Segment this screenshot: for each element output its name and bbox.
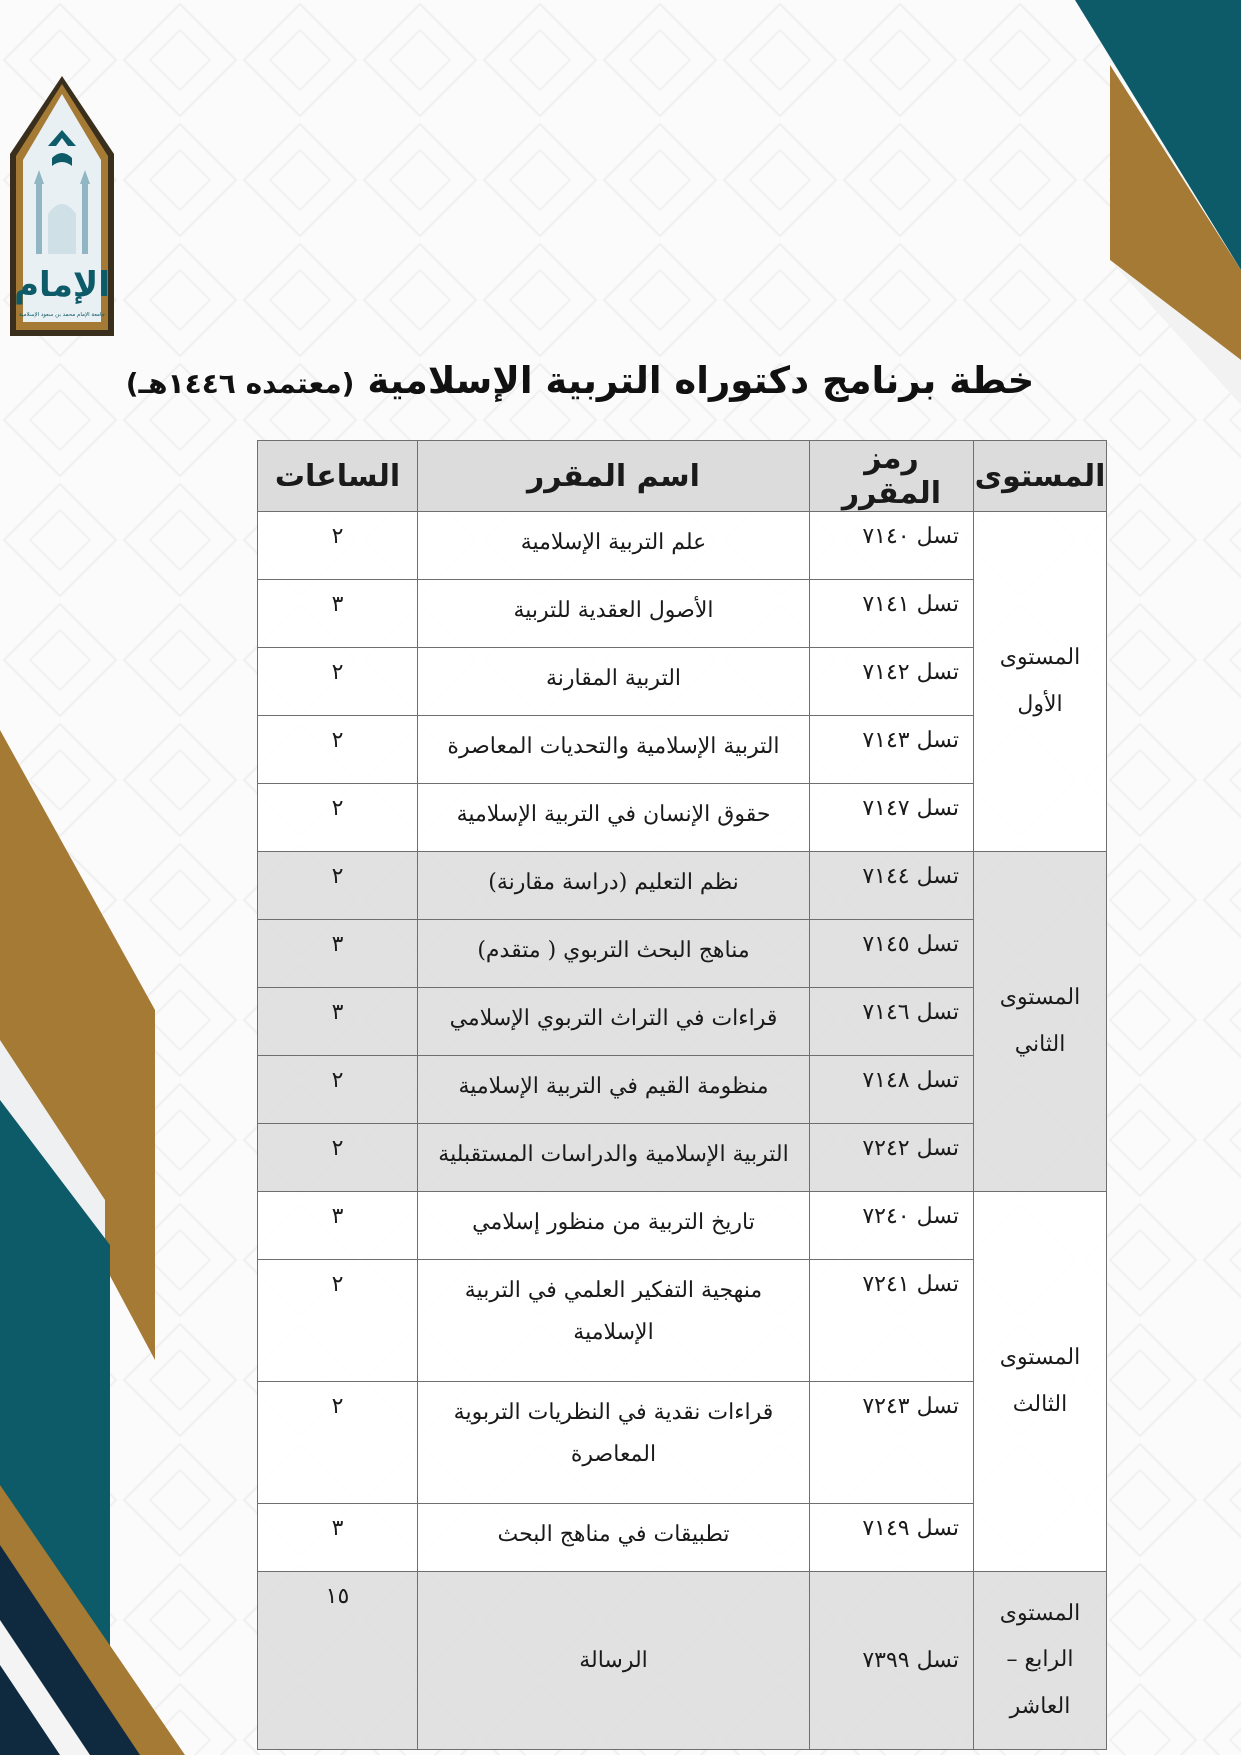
level-cell: المستوى الرابع – العاشر xyxy=(974,1572,1107,1750)
course-hours: ٣ xyxy=(258,1504,418,1572)
course-hours: ٢ xyxy=(258,1124,418,1192)
program-plan-table xyxy=(257,440,1107,1750)
course-hours: ٣ xyxy=(258,580,418,648)
course-name: تطبيقات في مناهج البحث xyxy=(418,1504,810,1572)
course-code: تسل ٧١٤٢ xyxy=(810,648,974,716)
course-name: تاريخ التربية من منظور إسلامي xyxy=(418,1192,810,1260)
course-name: التربية الإسلامية والدراسات المستقبلية xyxy=(418,1124,810,1192)
course-code: تسل ٧١٤٦ xyxy=(810,988,974,1056)
course-code: تسل ٧٢٤٣ xyxy=(810,1382,974,1504)
course-code: تسل ٧١٤٨ xyxy=(810,1056,974,1124)
table-row xyxy=(258,1572,1107,1750)
course-name: مناهج البحث التربوي ( متقدم) xyxy=(418,920,810,988)
course-hours: ٢ xyxy=(258,716,418,784)
header-name: اسم المقرر xyxy=(418,441,810,512)
course-code: تسل ٧٢٤٠ xyxy=(810,1192,974,1260)
course-code: تسل ٧١٤١ xyxy=(810,580,974,648)
course-hours: ٢ xyxy=(258,1056,418,1124)
course-code: تسل ٧١٤٧ xyxy=(810,784,974,852)
course-code: تسل ٧١٤٠ xyxy=(810,512,974,580)
level-cell: المستوى الثاني xyxy=(974,852,1107,1192)
course-hours: ٢ xyxy=(258,1260,418,1382)
course-hours: ٢ xyxy=(258,852,418,920)
header-hours: الساعات xyxy=(258,441,418,512)
course-hours: ٢ xyxy=(258,648,418,716)
course-hours: ٣ xyxy=(258,1192,418,1260)
course-name: علم التربية الإسلامية xyxy=(418,512,810,580)
course-name: منظومة القيم في التربية الإسلامية xyxy=(418,1056,810,1124)
page-title xyxy=(100,355,1060,410)
course-name: التربية المقارنة xyxy=(418,648,810,716)
course-code: تسل ٧١٤٥ xyxy=(810,920,974,988)
course-code: تسل ٧٣٩٩ xyxy=(810,1572,974,1750)
course-hours: ١٥ xyxy=(258,1572,418,1750)
course-hours: ٢ xyxy=(258,784,418,852)
table-row xyxy=(258,852,1107,920)
header-code: رمز المقرر xyxy=(810,441,974,512)
level-cell: المستوى الثالث xyxy=(974,1192,1107,1572)
header-level: المستوى xyxy=(974,441,1107,512)
course-name: الرسالة xyxy=(418,1572,810,1750)
table-row xyxy=(258,1192,1107,1260)
course-name: حقوق الإنسان في التربية الإسلامية xyxy=(418,784,810,852)
course-name: قراءات نقدية في النظريات التربوية المعاصرة xyxy=(418,1382,810,1504)
table-row xyxy=(258,512,1107,580)
course-hours: ٣ xyxy=(258,988,418,1056)
course-hours: ٢ xyxy=(258,512,418,580)
course-code: تسل ٧١٤٩ xyxy=(810,1504,974,1572)
logo-caption: جامعة الإمام محمد بن سعود الإسلامية xyxy=(19,312,105,318)
course-code: تسل ٧١٤٣ xyxy=(810,716,974,784)
course-code: تسل ٧٢٤١ xyxy=(810,1260,974,1382)
course-hours: ٣ xyxy=(258,920,418,988)
course-name: الأصول العقدية للتربية xyxy=(418,580,810,648)
course-name: التربية الإسلامية والتحديات المعاصرة xyxy=(418,716,810,784)
logo-wordmark: الإمام xyxy=(14,265,110,305)
title-approval-note: (معتمده ١٤٤٦هـ) xyxy=(125,367,355,400)
course-name: نظم التعليم (دراسة مقارنة) xyxy=(418,852,810,920)
course-code: تسل ٧١٤٤ xyxy=(810,852,974,920)
level-cell: المستوى الأول xyxy=(974,512,1107,852)
course-name: منهجية التفكير العلمي في التربية الإسلامية xyxy=(418,1260,810,1382)
course-hours: ٢ xyxy=(258,1382,418,1504)
course-name: قراءات في التراث التربوي الإسلامي xyxy=(418,988,810,1056)
title-main: خطة برنامج دكتوراه التربية الإسلامية xyxy=(367,359,1035,402)
course-code: تسل ٧٢٤٢ xyxy=(810,1124,974,1192)
university-logo xyxy=(8,74,116,342)
table-header-row xyxy=(258,441,1107,512)
